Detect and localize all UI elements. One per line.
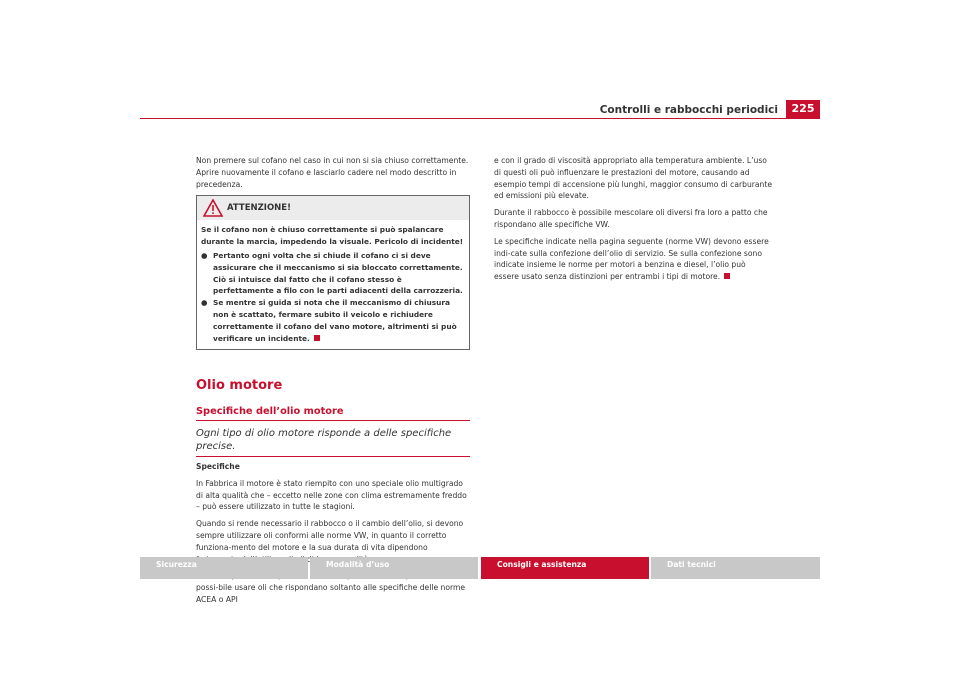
header-title: Controlli e rabbocchi periodici <box>599 104 778 116</box>
subsection-heading: Specifiche dell’olio motore <box>196 406 470 421</box>
bullet-icon: ● <box>201 250 208 260</box>
footer-tab-consigli-assistenza[interactable]: Consigli e assistenza <box>481 557 649 579</box>
warning-bullet <box>201 297 465 344</box>
warning-box <box>196 195 470 350</box>
paragraph <box>494 236 772 283</box>
paragraph: e con il grado di viscosità appropriato alla temperatura ambiente. L’uso di questi oli può influenzare le prestazioni del motore, causando ad esempio tempi di accensione più lunghi, maggior consumo di carburante ed emissioni più elevate. <box>494 156 772 201</box>
footer-tab-sicurezza[interactable]: Sicurezza <box>140 557 308 579</box>
warning-bullet-text: Pertanto ogni volta che si chiude il cofano ci si deve assicurare che il meccanismo si sia bloccato correttamente. Ciò si intuisce dal fatto che il cofano stesso è perfettamente a filo con le parti adiacenti della carrozzeria. <box>213 250 463 296</box>
paragraph: Quando si rende necessario il rabbocco o il cambio dell’olio, si devono sempre utilizzare oli conformi alle norme VW, in quanto il corretto funziona-mento del motore e la sua durata di vita dipendono <box>196 519 464 552</box>
warning-triangle-icon <box>203 199 223 221</box>
intro-paragraph: Non premere sul cofano nel caso in cui non si sia chiuso correttamente. Aprire nuovamente il cofano e lasciarlo cadere nel modo descritto in precedenza. <box>196 156 469 189</box>
warning-bullet-text: Se mentre si guida si nota che il meccanismo di chiusura non è scattato, fermare subito il veicolo e richiudere correttamente il cofano del vano motore, altrimenti si può verificare un incidente. <box>213 298 457 343</box>
section-heading: Olio motore <box>196 378 283 394</box>
warning-text: Se il cofano non è chiuso correttamente si può spalancare durante la marcia, impedendo la visuale. Pericolo di incidente! <box>201 225 464 247</box>
warning-body <box>197 220 469 349</box>
warning-header <box>197 196 469 220</box>
footer-tab-modalita-uso[interactable]: Modalità d’uso <box>310 557 478 579</box>
paragraph: In Fabbrica il motore è stato riempito con uno speciale olio multigrado di alta qualità che – eccetto nelle zone con clima estremamente freddo – può essere utilizzato in tutte le stagioni. <box>196 478 467 512</box>
end-mark-icon <box>314 335 320 341</box>
page-number: 225 <box>786 100 820 118</box>
paragraph: Durante il rabbocco è possibile mescolare oli diversi fra loro a patto che rispondano alle specifiche VW. <box>494 208 768 229</box>
paragraph-text: Le specifiche indicate nella pagina seguente (norme VW) devono essere indi-cate sulla confezione dell’olio di servizio. Se sulla confezione sono indicate insieme le norme per motori a benzina e diesel, l’olio può essere usato senza distinzioni per entrambi i tipi di motore. <box>494 236 769 282</box>
right-column <box>494 155 772 288</box>
warning-title: ATTENZIONE! <box>227 203 291 214</box>
lead-text: Ogni tipo di olio motore risponde a delle specifiche precise. <box>196 427 470 457</box>
subhead: Specifiche <box>196 461 240 471</box>
paragraph: possi-bile usare oli che rispondano soltanto alle specifiche delle norme ACEA o API <box>196 583 466 604</box>
left-column <box>196 155 470 611</box>
footer-tab-dati-tecnici[interactable]: Dati tecnici <box>651 557 820 579</box>
end-mark-icon <box>724 273 730 279</box>
header-rule <box>140 118 820 119</box>
bullet-icon: ● <box>201 298 208 308</box>
warning-bullet <box>201 250 465 297</box>
